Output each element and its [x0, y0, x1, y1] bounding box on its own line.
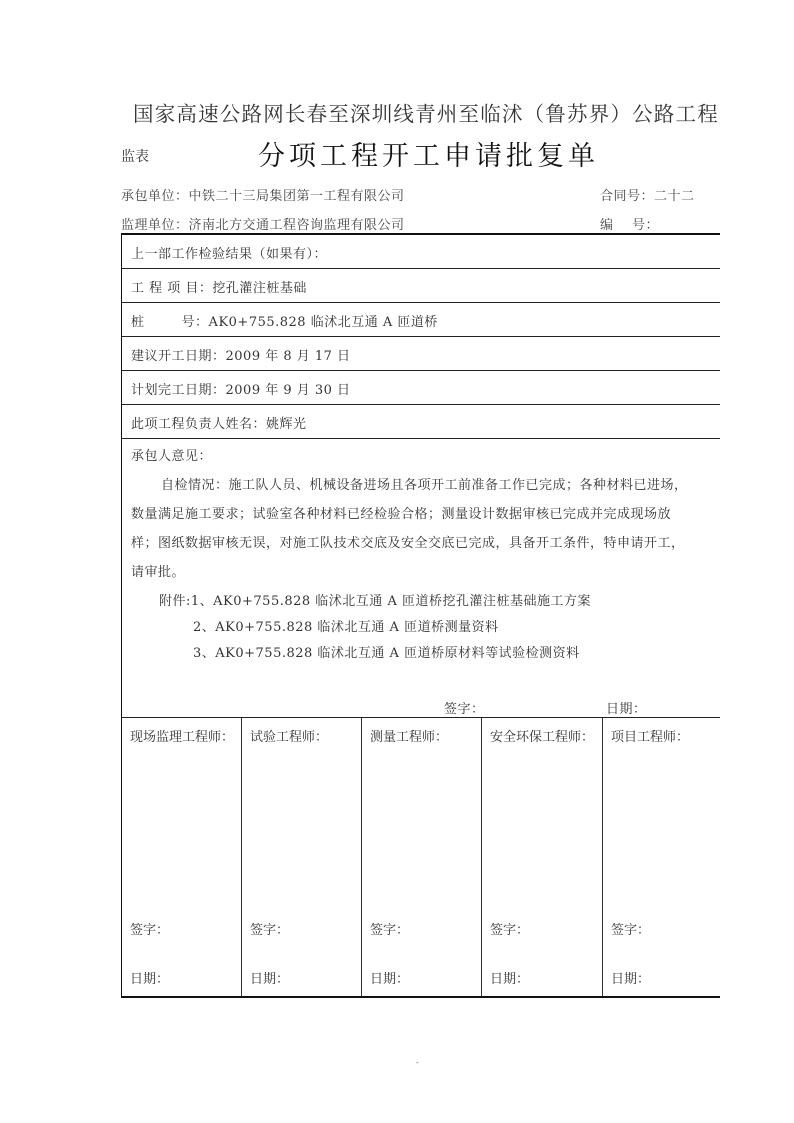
start-date-field: 建议开工日期：2009 年 8 月 17 日	[131, 349, 351, 364]
sign-label: 签字：	[130, 923, 170, 938]
opinion-line-1: 自检情况：施工队人员、机械设备进场且各项开工前准备工作已完成；各种材料已进场，	[161, 478, 688, 493]
row-project-item	[122, 269, 720, 303]
signature-grid	[122, 718, 720, 996]
contractor-opinion-section	[122, 439, 720, 718]
serial-number: 编 号：	[600, 218, 660, 233]
sign-label: 签字：	[611, 923, 651, 938]
role-label: 试验工程师：	[250, 730, 329, 745]
stake-number-field: 桩 号：AK0+755.828 临沭北互通 A 匝道桥	[131, 315, 438, 330]
contractor-date-label: 日期：	[606, 702, 647, 717]
row-start-date	[122, 337, 720, 371]
signature-column	[122, 718, 242, 996]
page-title: 分项工程开工申请批复单	[258, 141, 599, 172]
attachment-3: 3、AK0+755.828 临沭北互通 A 匝道桥原材料等试验检测资料	[193, 646, 580, 661]
row-previous-result	[122, 235, 720, 269]
date-label: 日期：	[490, 972, 530, 987]
sign-label: 签字：	[250, 923, 290, 938]
contractor-unit: 承包单位：中铁二十三局集团第一工程有限公司	[121, 189, 405, 204]
supervisor-unit: 监理单位：济南北方交通工程咨询监理有限公司	[121, 218, 405, 233]
role-label: 测量工程师：	[370, 730, 449, 745]
application-form-table	[121, 233, 720, 998]
responsible-person-field: 此项工程负责人姓名：姚辉光	[131, 417, 307, 432]
date-label: 日期：	[130, 972, 170, 987]
opinion-line-4: 请审批。	[131, 565, 186, 580]
signature-column	[482, 718, 603, 996]
sign-label: 签字：	[370, 923, 410, 938]
signature-column	[242, 718, 362, 996]
signature-column	[362, 718, 482, 996]
date-label: 日期：	[611, 972, 651, 987]
role-label: 安全环保工程师：	[490, 730, 595, 745]
sign-label: 签字：	[490, 923, 530, 938]
attachment-1: 附件:1、AK0+755.828 临沭北互通 A 匝道桥挖孔灌注桩基础施工方案	[159, 594, 591, 609]
row-finish-date	[122, 371, 720, 405]
opinion-heading: 承包人意见：	[131, 449, 213, 464]
role-label: 现场监理工程师：	[130, 730, 235, 745]
opinion-line-2: 数量满足施工要求；试验室各种材料已经检验合格；测量设计数据审核已完成并完成现场放	[131, 507, 672, 522]
previous-result-label: 上一部工作检验结果（如果有）：	[131, 247, 328, 262]
date-label: 日期：	[370, 972, 410, 987]
row-stake-number	[122, 303, 720, 337]
opinion-line-3: 样；图纸数据审核无误，对施工队技术交底及安全交底已完成，具备开工条件，特申请开工，	[131, 536, 685, 551]
attachment-2: 2、AK0+755.828 临沭北互通 A 匝道桥测量资料	[193, 620, 499, 635]
row-responsible-person	[122, 405, 720, 439]
contract-number: 合同号：二十二	[600, 189, 695, 204]
project-name-heading: 国家高速公路网长春至深圳线青州至临沭（鲁苏界）公路工程	[133, 102, 719, 126]
date-label: 日期：	[250, 972, 290, 987]
finish-date-field: 计划完工日期：2009 年 9 月 30 日	[131, 383, 351, 398]
page-footer-mark: -	[416, 1058, 419, 1067]
form-code: 监表	[121, 149, 149, 165]
contractor-sign-label: 签字：	[444, 702, 485, 717]
project-item-field: 工 程 项 目：挖孔灌注桩基础	[131, 281, 307, 296]
signature-column	[603, 718, 721, 996]
role-label: 项目工程师：	[611, 730, 690, 745]
